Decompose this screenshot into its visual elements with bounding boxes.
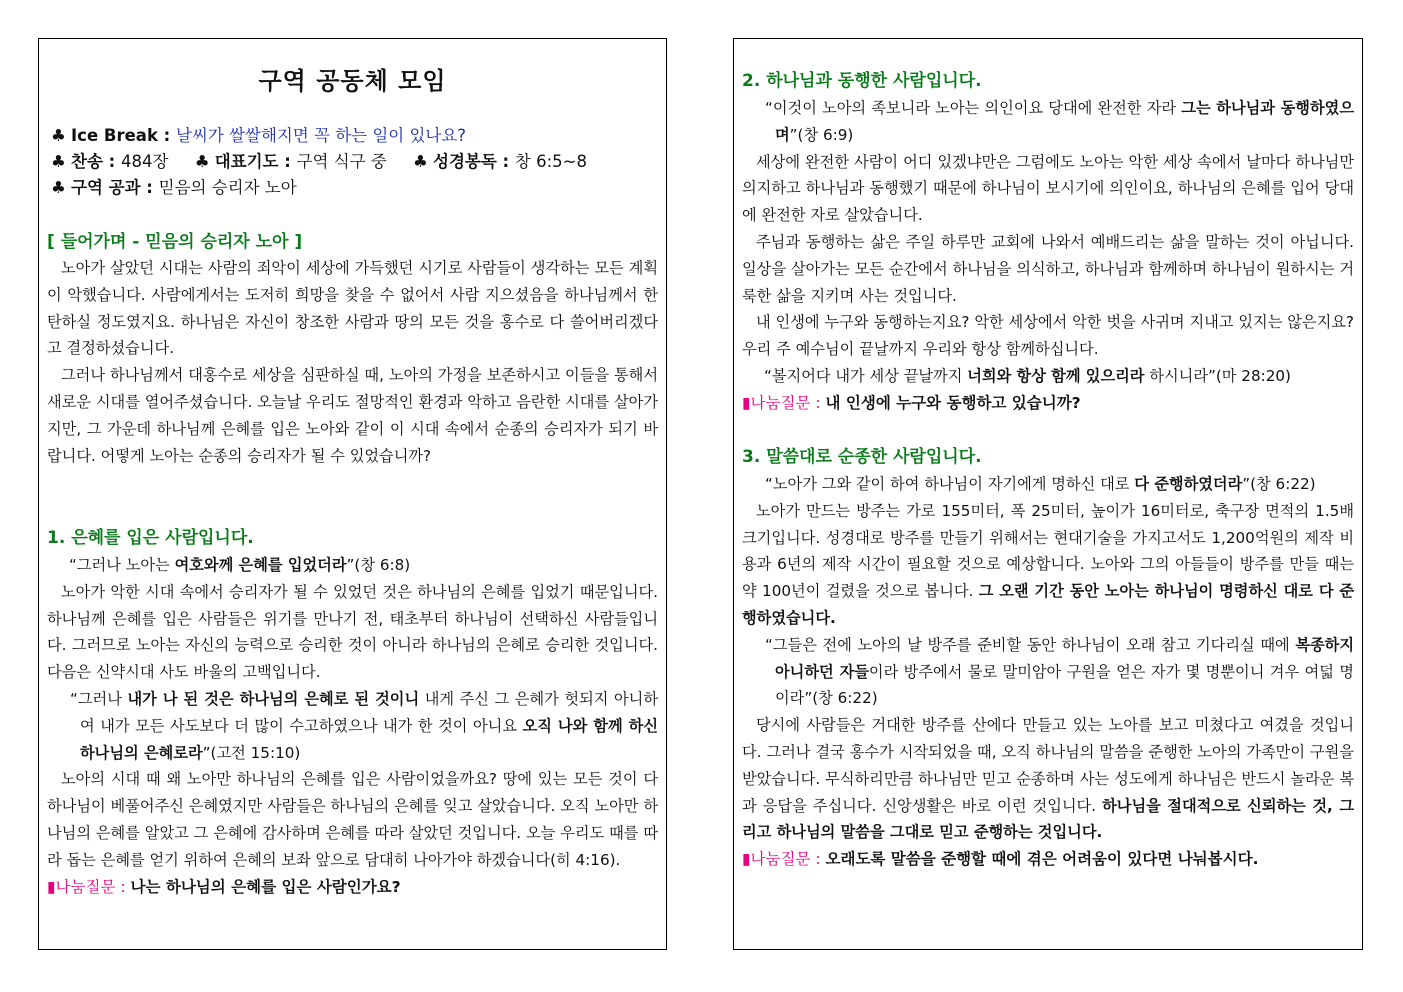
section-2-quote-2 <box>742 363 1354 390</box>
reading-value: 창 6:5~8 <box>514 152 587 171</box>
share-label: ▮나눔질문 : <box>742 393 826 412</box>
section-2-paragraph-1: 세상에 완전한 사람이 어디 있겠냐만은 그럼에도 노아는 악한 세상 속에서 날마다 하나님만 의지하고 하나님과 동행했기 때문에 하나님이 보시기에 의인이요, 하나님의 은혜를 입어 당대에 완전한 자로 살았습니다. <box>742 152 1354 225</box>
quote-text: “볼지어다 내가 세상 끝날까지 <box>764 366 968 385</box>
quote-text: “그러나 <box>70 689 128 708</box>
reading-label: 성경봉독 : <box>433 152 515 171</box>
section-3-quote-1 <box>742 471 1354 498</box>
lesson-value: 믿음의 승리자 노아 <box>158 178 297 197</box>
quote-emphasis: 너희와 항상 함께 있으리라 <box>967 366 1145 385</box>
quote-text: “그러나 노아는 <box>69 556 175 574</box>
quote-emphasis: 다 준행하였더라 <box>1134 475 1243 493</box>
quote-text: “노아가 그와 같이 하여 하나님이 자기에게 명하신 대로 <box>765 475 1135 493</box>
share-label: ▮나눔질문 : <box>47 877 131 896</box>
quote-emphasis: 복종하지 아니하던 자들 <box>775 635 1354 681</box>
quote-emphasis: 오직 나와 함께 하신 하나님의 은혜로라 <box>80 716 658 762</box>
prayer-label: 대표기도 : <box>214 152 297 171</box>
page-title: 구역 공동체 모임 <box>258 67 447 95</box>
paragraph-emphasis: 하나님을 절대적으로 신뢰하는 것, 그리고 하나님의 말씀을 그대로 믿고 준행하는 것입니다. <box>742 796 1354 842</box>
section-3-paragraph-2 <box>742 712 1354 846</box>
quote-reference: ”(창 6:9) <box>789 125 854 144</box>
quote-reference: ”(창 6:8) <box>346 556 411 574</box>
section-2-heading: 2. 하나님과 동행한 사람입니다. <box>742 71 982 91</box>
lesson-line <box>51 175 297 201</box>
left-page <box>38 38 667 950</box>
paragraph-text: 노아가 만드는 방주는 가로 155미터, 폭 25미터, 높이가 16미터로, 축구장 면적의 1.5배 크기입니다. 성경대로 방주를 만들기 위해서는 현대기술을 가지고서도 1,200억원의 제작 비용과 6년의 제작 시간이 필요할 것으로 예상합니다. 노아와 그의 아들들이 방주를 만들 때는 약 100년이 걸렸을 것으로 봅니다. <box>742 501 1354 601</box>
quote-emphasis: 여호와께 은혜를 입었더라 <box>174 556 347 574</box>
section-1-share-question <box>47 874 658 901</box>
section-3 <box>742 443 1354 873</box>
club-icon: ♣ <box>51 126 66 145</box>
section-1-paragraph-1: 노아가 악한 시대 속에서 승리자가 될 수 있었던 것은 하나님의 은혜를 입었기 때문입니다. 하나님께 은혜를 입은 사람들은 위기를 만나기 전, 태초부터 하나님이 선택하신 사람들입니다. 그러므로 노아는 자신의 능력으로 승리한 것이 아니라 하나님의 은혜로 승리한 것입니다. 다음은 신약시대 사도 바울의 고백입니다. <box>47 582 658 682</box>
share-text: 내 인생에 누구와 동행하고 있습니까? <box>825 393 1081 412</box>
order-line <box>51 149 587 175</box>
quote-reference: 하시니라”(마 28:20) <box>1144 366 1291 385</box>
section-3-paragraph-1 <box>742 498 1354 632</box>
paragraph-emphasis: 그 오랜 기간 동안 노아는 하나님이 명령하신 대로 다 준행하였습니다. <box>742 582 1354 627</box>
club-icon: ♣ <box>194 152 210 171</box>
section-3-heading: 3. 말씀대로 순종한 사람입니다. <box>742 447 982 467</box>
quote-reference: ”(고전 15:10) <box>202 743 301 762</box>
quote-text: 내게 주신 그 은혜가 헛되지 아니하여 내가 모든 사도보다 더 많이 수고하였으나 내가 한 것이 아니요 <box>80 689 658 735</box>
lesson-label: 구역 공과 : <box>71 178 159 197</box>
section-1-quote-1 <box>47 552 658 579</box>
section-2-paragraph-2: 주님과 동행하는 삶은 주일 하루만 교회에 나와서 예배드리는 삶을 말하는 것이 아닙니다. 일상을 살아가는 모든 순간에서 하나님을 의식하고, 하나님과 함께하며 하나님이 원하시는 거룩한 삶을 지키며 사는 것입니다. <box>742 232 1354 305</box>
club-icon: ♣ <box>51 178 66 197</box>
section-1 <box>47 524 658 900</box>
intro-heading: [ 들어가며 - 믿음의 승리자 노아 ] <box>47 232 303 252</box>
ice-break-label: Ice Break : <box>71 126 177 145</box>
club-icon: ♣ <box>413 152 428 171</box>
section-3-share-question <box>742 846 1354 873</box>
quote-emphasis: 그는 하나님과 동행하였으며 <box>775 99 1354 144</box>
prayer-value: 구역 식구 중 <box>296 152 387 171</box>
hymn-label: 찬송 : <box>71 152 122 171</box>
quote-reference: ”(창 6:22) <box>1242 475 1316 493</box>
section-2-share-question <box>742 390 1354 417</box>
section-3-quote-2 <box>742 632 1354 712</box>
section-1-heading: 1. 은혜를 입은 사람입니다. <box>47 528 254 548</box>
share-text: 오래도록 말씀을 준행할 때에 겪은 어려움이 있다면 나눠봅시다. <box>825 850 1259 869</box>
hymn-value: 484장 <box>121 152 169 171</box>
share-label: ▮나눔질문 : <box>742 850 826 869</box>
quote-text: “이것이 노아의 족보니라 노아는 의인이요 당대에 완전한 자라 <box>765 99 1182 117</box>
paragraph-text: 당시에 사람들은 거대한 방주를 산에다 만들고 있는 노아를 보고 미쳤다고 여겼을 것입니다. 그러나 결국 홍수가 시작되었을 때, 오직 하나님의 말씀을 준행한 노아의 가족만이 구원을 받았습니다. 무식하리만큼 하나님만 믿고 순종하며 사는 성도에게 하나님은 반드시 놀라운 복과 응답을 주십니다. 신앙생활은 바로 이런 것입니다. <box>742 716 1354 815</box>
section-2 <box>742 67 1354 417</box>
quote-emphasis: 내가 나 된 것은 하나님의 은혜로 된 것이니 <box>127 689 420 708</box>
section-2-paragraph-3: 내 인생에 누구와 동행하는지요? 악한 세상에서 악한 벗을 사귀며 지내고 있지는 않은지요? 우리 주 예수님이 끝날까지 우리와 항상 함께하십니다. <box>742 313 1354 359</box>
ice-break-text: 날씨가 쌀쌀해지면 꼭 하는 일이 있나요? <box>176 126 467 145</box>
section-1-quote-2 <box>47 686 658 766</box>
club-icon: ♣ <box>51 152 66 171</box>
intro-section <box>47 229 658 469</box>
section-1-paragraph-2: 노아의 시대 때 왜 노아만 하나님의 은혜를 입은 사람이었을까요? 땅에 있는 모든 것이 다 하나님이 베풀어주신 은혜였지만 사람들은 하나님의 은혜를 잊고 살았습니다. 오직 노아만 하나님의 은혜를 알았고 그 은혜에 감사하며 은혜를 따라 살았던 것입니다. 오늘 우리도 때를 따라 돕는 은혜를 얻기 위하여 은혜의 보좌 앞으로 담대히 나아가야 하겠습니다(히 4:16). <box>47 770 658 869</box>
quote-text: “그들은 전에 노아의 날 방주를 준비할 동안 하나님이 오래 참고 기다리실 때에 <box>765 635 1296 654</box>
right-page <box>733 38 1363 950</box>
ice-break-line <box>51 123 466 149</box>
share-text: 나는 하나님의 은혜를 입은 사람인가요? <box>130 877 401 896</box>
intro-paragraph-1: 노아가 살았던 시대는 사람의 죄악이 세상에 가득했던 시기로 사람들이 생각하는 모든 계획이 악했습니다. 사람에게서는 도저히 희망을 찾을 수 없어서 사람 지으셨음을 하나님께서 한탄하실 정도였지요. 하나님은 자신이 창조한 사람과 땅의 모든 것을 홍수로 다 쓸어버리겠다고 결정하셨습니다. <box>47 259 658 358</box>
intro-paragraph-2: 그러나 하나님께서 대홍수로 세상을 심판하실 때, 노아의 가정을 보존하시고 이들을 통해서 새로운 시대를 열어주셨습니다. 오늘날 우리도 절망적인 환경과 악하고 음란한 시대를 살아가지만, 그 가운데 하나님께 은혜를 입은 노아와 같이 이 시대 속에서 순종의 승리자가 되기 바랍니다. 어떻게 노아는 순종의 승리자가 될 수 있었습니까? <box>47 366 658 465</box>
section-2-quote-1 <box>742 95 1354 149</box>
quote-reference: 이라 방주에서 물로 말미암아 구원을 얻은 자가 몇 명뿐이니 겨우 여덟 명이라”(창 6:22) <box>775 662 1354 708</box>
